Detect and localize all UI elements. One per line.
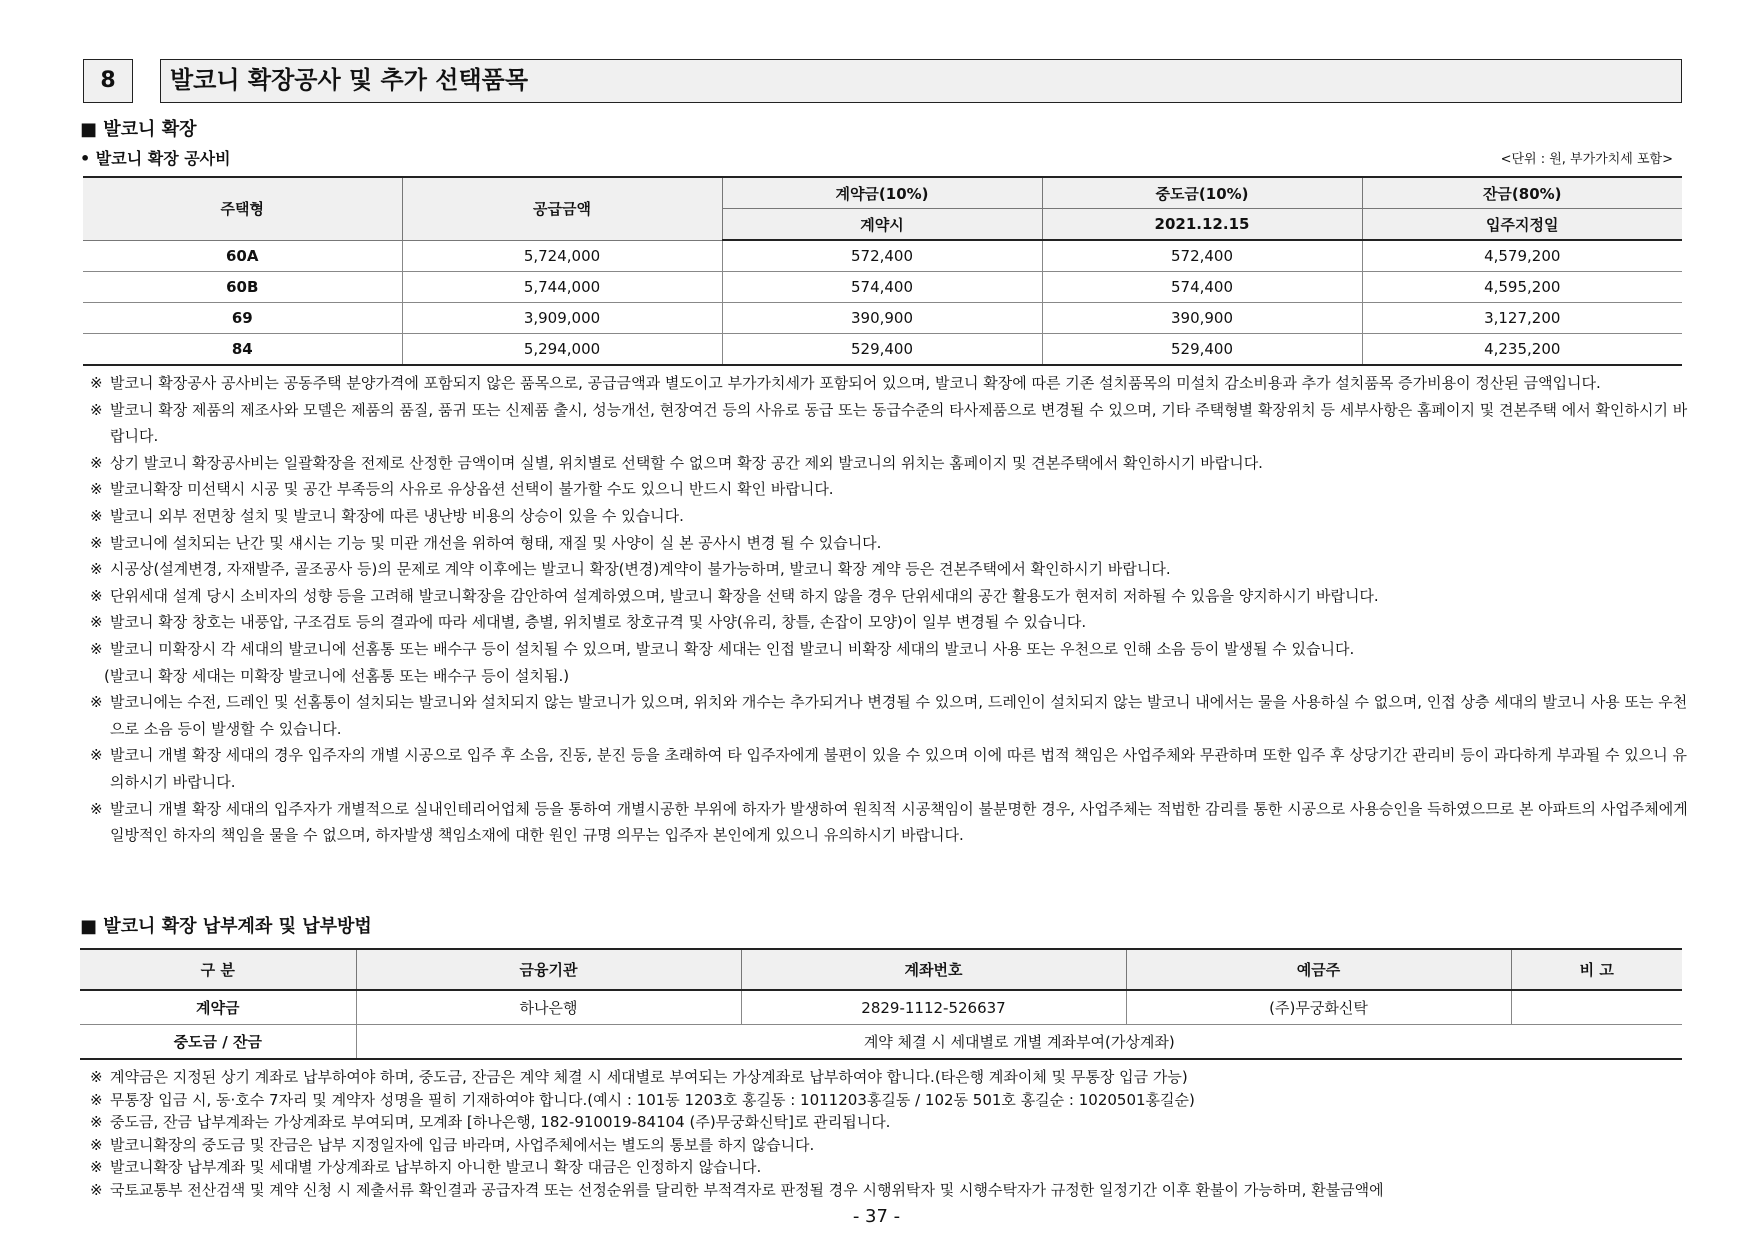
balcony-cost-subheading: • 발코니 확장 공사비 [80,149,231,168]
cell-deposit: 529,400 [722,334,1042,366]
cell-type: 69 [83,303,402,334]
table-row [83,334,1682,366]
payment-heading: ■ 발코니 확장 납부계좌 및 납부방법 [80,916,372,937]
note-item: ※ 발코니 외부 전면창 설치 및 발코니 확장에 따른 냉난방 비용의 상승이 있을 수 있습니다. [90,506,684,525]
note-item: ※ 발코니에 설치되는 난간 및 섀시는 기능 및 미관 개선을 위하여 형태, 재질 및 사양이 실 본 공사시 변경 될 수 있습니다. [90,533,882,552]
cell-remark [1511,990,1682,1025]
col-header-category: 구 분 [80,949,356,990]
cell-type: 84 [83,334,402,366]
table-row [83,303,1682,334]
cell-deposit: 572,400 [722,240,1042,272]
page-number: - 37 - [852,1206,901,1227]
cell-balance: 4,235,200 [1362,334,1682,366]
note-item-extra: (발코니 확장 세대는 미확장 발코니에 선홈통 또는 배수구 등이 설치됨.) [104,666,570,685]
cell-type: 60A [83,240,402,272]
note-item: ※ 발코니 미확장시 각 세대의 발코니에 선홈통 또는 배수구 등이 설치될 수 있으며, 발코니 확장 세대는 인접 발코니 비확장 세대의 발코니 사용 또는 우천으로 인해 소음 등이 발생될 수 있습니다. [90,639,1355,658]
col-subheader-middle: 2021.12.15 [1042,209,1362,241]
unit-note: <단위 : 원, 부가가치세 포함> [1500,152,1673,167]
section-number: 8 [83,59,133,103]
cell-supply: 5,744,000 [402,272,722,303]
note-item: ※ 발코니 개별 확장 세대의 경우 입주자의 개별 시공으로 입주 후 소음, 진동, 분진 등을 초래하여 타 입주자에게 불편이 있을 수 있으며 이에 따른 법적 책임은 사업주체와 무관하며 또한 입주 후 상당기간 관리비 등이 과다하게 부과될 수 있으니 유의하시기 바랍니다. [90,746,1688,791]
cell-type: 60B [83,272,402,303]
note-item: ※ 단위세대 설계 당시 소비자의 성향 등을 고려해 발코니확장을 감안하여 설계하였으며, 발코니 확장을 선택 하지 않을 경우 단위세대의 공간 활용도가 현저히 저하될 수 있음을 양지하시기 바랍니다. [90,586,1379,605]
balcony-cost-table [83,176,1682,366]
col-header-account: 계좌번호 [741,949,1126,990]
table-row [83,272,1682,303]
row-label-balance: 중도금 / 잔금 [80,1025,356,1060]
table-row [80,1025,1682,1060]
table-row [83,240,1682,272]
col-header-type: 주택형 [83,177,402,240]
note-item: ※ 발코니확장 미선택시 시공 및 공간 부족등의 사유로 유상옵션 선택이 불가할 수도 있으니 반드시 확인 바랍니다. [90,480,834,499]
cell-bank: 하나은행 [356,990,741,1025]
cell-middle: 574,400 [1042,272,1362,303]
cell-deposit: 390,900 [722,303,1042,334]
balcony-notes [90,370,1690,849]
cell-middle: 572,400 [1042,240,1362,272]
cell-account-holder: (주)무궁화신탁 [1126,990,1511,1025]
note-item: ※ 발코니 확장 창호는 내풍압, 구조검토 등의 결과에 따라 세대별, 층별, 위치별로 창호규격 및 사양(유리, 창틀, 손잡이 모양)이 일부 변경될 수 있습니다. [90,613,1087,632]
note-item: ※ 국토교통부 전산검색 및 계약 신청 시 제출서류 확인결과 공급자격 또는 선정순위를 달리한 부적격자로 판정될 경우 시행위탁자 및 시행수탁자가 규정한 일정기간 이후 환불이 가능하며, 환불금액에 [90,1180,1384,1199]
cell-virtual-account-note: 계약 체결 시 세대별로 개별 계좌부여(가상계좌) [356,1025,1682,1060]
note-item: ※ 발코니 개별 확장 세대의 입주자가 개별적으로 실내인테리어업체 등을 통하여 개별시공한 부위에 하자가 발생하여 원칙적 시공책임이 불분명한 경우, 사업주체는 적법한 감리를 통한 시공으로 사용승인을 득하였으므로 본 아파트의 사업주체에게 일방적인 하자의 책임을 물을 수 없으며, 하자발생 책임소재에 대한 원인 규명 의무는 입주자 본인에게 있으니 유의하시기 바랍니다. [90,799,1688,845]
note-item: ※ 발코니에는 수전, 드레인 및 선홈통이 설치되는 발코니와 설치되지 않는 발코니가 있으며, 위치와 개수는 추가되거나 변경될 수 있으며, 드레인이 설치되지 않는 발코니 내에서는 물을 사용하실 수 없으며, 인접 상층 세대의 발코니 사용 또는 우천으로 소음 등이 발생할 수 있습니다. [90,693,1688,738]
col-header-remark: 비 고 [1511,949,1682,990]
col-header-middle: 중도금(10%) [1042,177,1362,209]
col-header-bank: 금융기관 [356,949,741,990]
cell-account-number: 2829-1112-526637 [741,990,1126,1025]
note-item: ※ 계약금은 지정된 상기 계좌로 납부하여야 하며, 중도금, 잔금은 계약 체결 시 세대별로 부여되는 가상계좌로 납부하여야 합니다.(타은행 계좌이체 및 무통장 입금 가능) [90,1068,1188,1086]
col-header-supply: 공급금액 [402,177,722,240]
col-header-deposit: 계약금(10%) [722,177,1042,209]
cell-balance: 3,127,200 [1362,303,1682,334]
note-item: ※ 발코니확장 납부계좌 및 세대별 가상계좌로 납부하지 아니한 발코니 확장 대금은 인정하지 않습니다. [90,1158,762,1176]
cell-supply: 5,294,000 [402,334,722,366]
balcony-heading: ■ 발코니 확장 [80,119,197,140]
table-row [80,990,1682,1025]
note-item: ※ 중도금, 잔금 납부계좌는 가상계좌로 부여되며, 모계좌 [하나은행, 182-910019-84104 (주)무궁화신탁]로 관리됩니다. [90,1113,891,1131]
col-header-holder: 예금주 [1126,949,1511,990]
row-label-deposit: 계약금 [80,990,356,1025]
section-title: 발코니 확장공사 및 추가 선택품목 [160,59,1682,103]
cell-balance: 4,579,200 [1362,240,1682,272]
payment-account-table [80,948,1682,1060]
note-item: ※ 무통장 입금 시, 동·호수 7자리 및 계약자 성명을 필히 기재하여야 합니다.(예시 : 101동 1203호 홍길동 : 1011203홍길동 / 102동 501호 홍길순 : 1020501홍길순) [90,1090,1195,1109]
note-item: ※ 발코니확장의 중도금 및 잔금은 납부 지정일자에 입금 바라며, 사업주체에서는 별도의 통보를 하지 않습니다. [90,1135,815,1154]
payment-notes [90,1066,1690,1201]
cell-middle: 529,400 [1042,334,1362,366]
note-item: ※ 발코니 확장 제품의 제조사와 모델은 제품의 품질, 품귀 또는 신제품 출시, 성능개선, 현장여건 등의 사유로 동급 또는 동급수준의 타사제품으로 변경될 수 있으며, 기타 주택형별 확장위치 등 세부사항은 홈페이지 및 견본주택 에서 확인하시기 바랍니다. [90,400,1688,446]
note-item: ※ 발코니 확장공사 공사비는 공동주택 분양가격에 포함되지 않은 품목으로, 공급금액과 별도이고 부가가치세가 포함되어 있으며, 발코니 확장에 따른 기존 설치품목의 미설치 감소비용과 추가 설치품목 증가비용이 정산된 금액입니다. [90,374,1601,392]
note-item: ※ 시공상(설계변경, 자재발주, 골조공사 등)의 문제로 계약 이후에는 발코니 확장(변경)계약이 불가능하며, 발코니 확장 계약 등은 견본주택에서 확인하시기 바랍니다. [90,560,1171,579]
cell-deposit: 574,400 [722,272,1042,303]
col-header-balance: 잔금(80%) [1362,177,1682,209]
cell-balance: 4,595,200 [1362,272,1682,303]
col-subheader-deposit: 계약시 [722,209,1042,241]
col-subheader-balance: 입주지정일 [1362,209,1682,241]
note-item: ※ 상기 발코니 확장공사비는 일괄확장을 전제로 산정한 금액이며 실별, 위치별로 선택할 수 없으며 확장 공간 제외 발코니의 위치는 홈페이지 및 견본주택에서 확인하시기 바랍니다. [90,453,1263,472]
cell-middle: 390,900 [1042,303,1362,334]
cell-supply: 5,724,000 [402,240,722,272]
cell-supply: 3,909,000 [402,303,722,334]
